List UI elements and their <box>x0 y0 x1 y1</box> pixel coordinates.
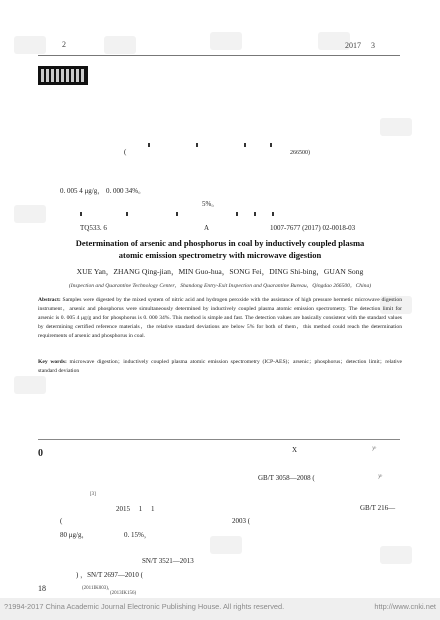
issue-info: 2017 3 <box>345 41 375 50</box>
authors: XUE Yan，ZHANG Qing-jian，MIN Guo-hua，SONG Fei，DING Shi-bing，GUAN Song <box>76 267 364 276</box>
mark <box>126 212 128 216</box>
mark <box>80 212 82 216</box>
mark <box>236 212 238 216</box>
standard-sn-2697: ) ，SN/T 2697—2010 ( <box>76 571 143 579</box>
watermark-shape <box>14 36 46 54</box>
fund-1: (2011IK003)， <box>82 586 113 591</box>
section-rule <box>38 439 400 440</box>
rsd-value: 5%。 <box>202 200 219 208</box>
ref-1: )¹⁾ <box>372 447 377 452</box>
clc-number: TQ533. 6 <box>80 224 107 232</box>
mark <box>270 143 272 147</box>
english-title-line-1: Determination of arsenic and phosphorus in coal by inductively coupled plasma <box>75 238 365 248</box>
document-code: A <box>204 224 210 232</box>
value-015: 0. 15%， <box>124 531 151 539</box>
postcode: 266500) <box>290 150 310 156</box>
mark <box>148 143 150 147</box>
standard-gb-3058: GB/T 3058—2008 ( <box>258 474 315 482</box>
ref-2: )²⁾ <box>378 475 383 480</box>
abstract-text: Samples were digested by the mixed system of nitric acid and hydrogen peroxide with the assistance of high pressure hermetic microwave digestion instrument，arsenic and phosphorus were simultaneously determined by inductively coupled plasma atomic emission spectrometry. The detection limit for arsenic is 0. 005 4 μg/g and for phosphorus is 0. 000 34%. This method is simple and fast. The detection values are basically consistent with the standard values by determining certified reference materials，the relative standard deviations are below 5% for both of them，this method could reach the determination requirements of arsenic and phosphorus in coal. <box>38 297 402 340</box>
watermark-shape <box>380 118 412 136</box>
mark <box>176 212 178 216</box>
value-80: 80 μg/g， <box>60 531 89 539</box>
watermark-shape <box>210 536 242 554</box>
paren-open-2: ( <box>60 517 63 525</box>
body-x: X <box>292 446 298 454</box>
ref-3: [3] <box>90 492 96 497</box>
watermark-shape <box>210 32 242 50</box>
watermark-shape <box>14 376 46 394</box>
watermark-shape <box>380 546 412 564</box>
watermark-shape <box>104 36 136 54</box>
keywords <box>38 358 402 376</box>
page-number: 2 <box>62 40 66 49</box>
article-id: 1007-7677 (2017) 02-0018-03 <box>270 224 356 232</box>
mark <box>244 143 246 147</box>
keywords-text: microwave digestion；inductively coupled plasma atomic emission spectrometry (ICP-AES)；arsenic；phosphorus；detection limit；relative standard deviation <box>38 359 402 375</box>
cnki-link[interactable]: http://www.cnki.net <box>374 602 436 611</box>
mark <box>272 212 274 216</box>
standard-sn-3521: SN/T 3521—2013 <box>142 557 194 565</box>
paren-open: ( <box>124 148 127 156</box>
section-number: 0 <box>38 448 43 459</box>
mark <box>254 212 256 216</box>
abstract-label: Abstract: <box>38 297 61 303</box>
abstract <box>38 296 402 341</box>
copyright-text: ?1994-2017 China Academic Journal Electronic Publishing House. All rights reserved. <box>4 602 285 611</box>
header-rule <box>38 55 400 56</box>
fund-2: (2013IK156) <box>110 591 137 596</box>
mark <box>196 143 198 147</box>
detection-limits: 0. 005 4 μg/g， 0. 000 34%。 <box>60 187 146 195</box>
footer-bar <box>0 598 440 620</box>
keywords-label: Key words: <box>38 359 67 365</box>
watermark-shape <box>14 205 46 223</box>
body-year: 2015 1 1 <box>116 505 155 513</box>
journal-logo <box>38 66 88 85</box>
affiliation: (Inspection and Quarantine Technology Center，Shandong Entry-Exit Inspection and Quarantine Bureau，Qingdao 266500，China) <box>68 283 372 289</box>
page-foot-number: 18 <box>38 584 46 593</box>
standard-gb-216: GB/T 216— <box>360 504 396 512</box>
english-title-line-2: atomic emission spectrometry with microwave digestion <box>118 250 322 260</box>
standard-gb-216-year: 2003 ( <box>232 517 251 525</box>
